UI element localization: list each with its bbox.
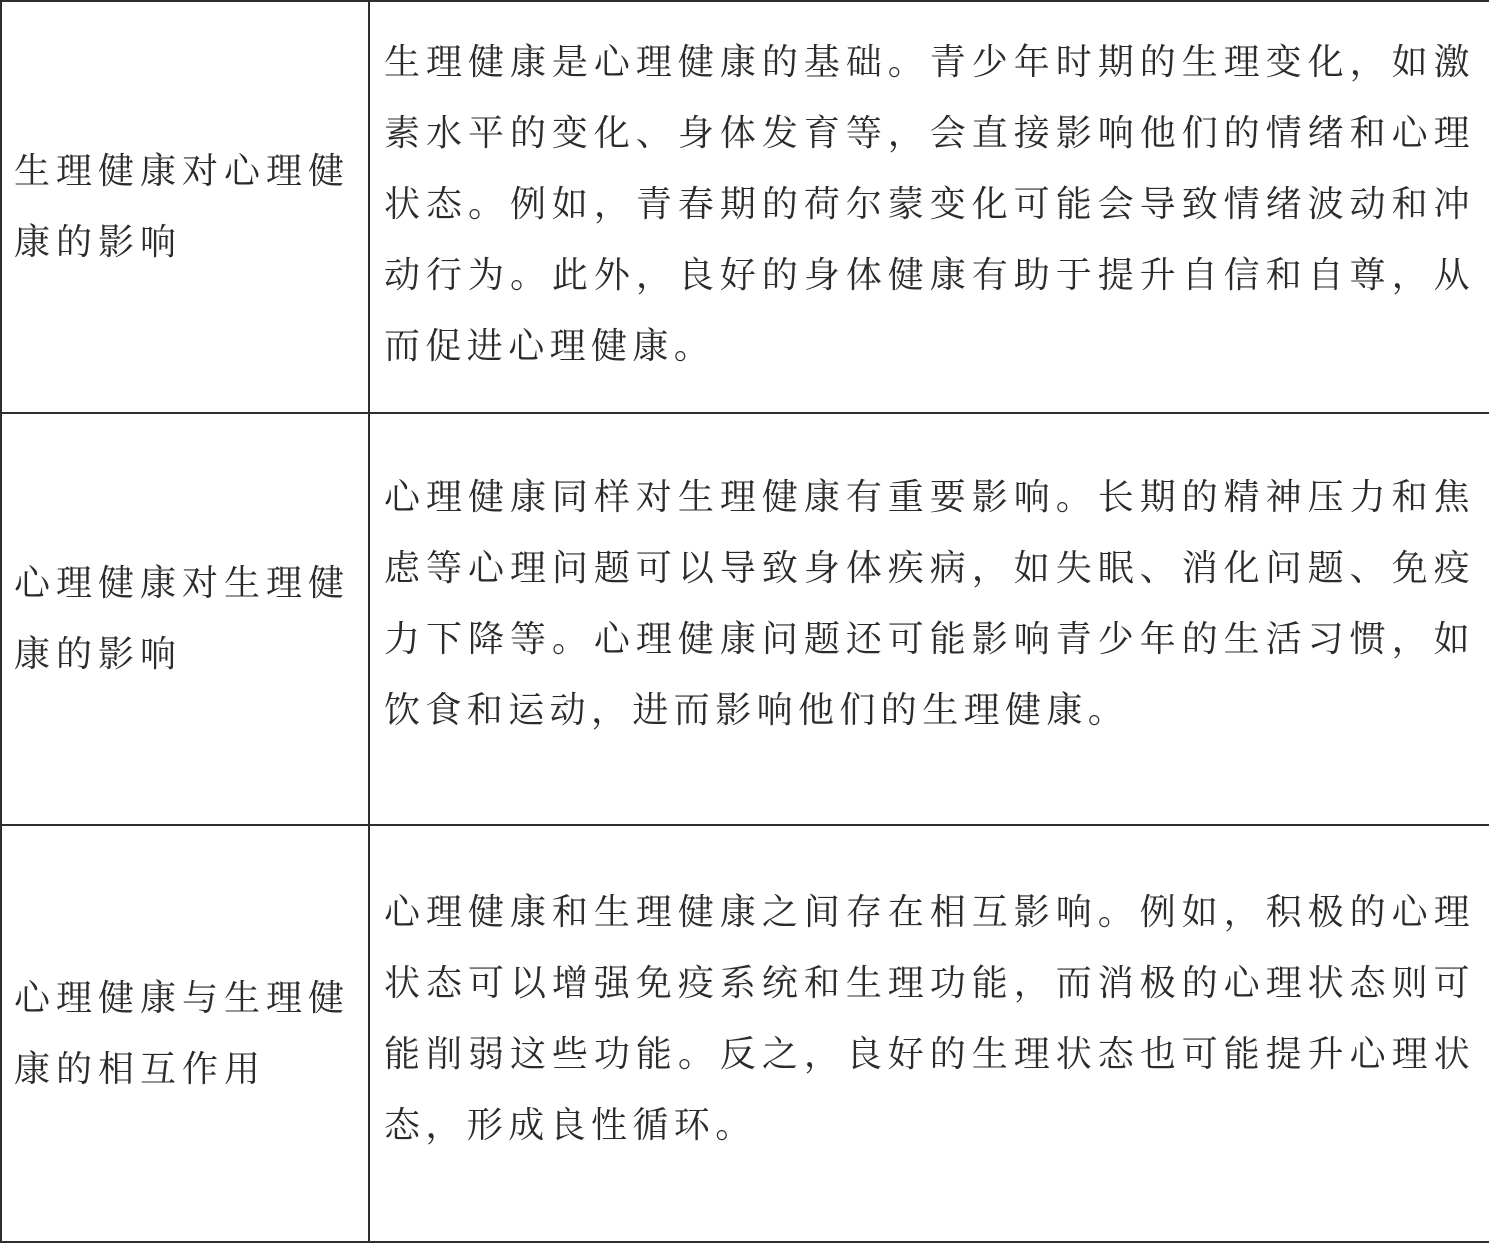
row-label-cell xyxy=(1,1,369,413)
row-label: 心理健康与生理健康的相互作用 xyxy=(14,977,351,1090)
table-row xyxy=(1,825,1489,1242)
table-row xyxy=(1,413,1489,825)
row-content: 心理健康同样对生理健康有重要影响。长期的精神压力和焦虑等心理问题可以导致身体疾病，如失眠、消化问题、免疫力下降等。心理健康问题还可能影响青少年的生活习惯，如饮食和运动，进而影响他们的生理健康。 xyxy=(384,477,1475,731)
table-row xyxy=(1,1,1489,413)
row-content-cell xyxy=(369,413,1489,825)
row-content-cell xyxy=(369,1,1489,413)
row-content: 生理健康是心理健康的基础。青少年时期的生理变化，如激素水平的变化、身体发育等，会直接影响他们的情绪和心理状态。例如，青春期的荷尔蒙变化可能会导致情绪波动和冲动行为。此外，良好的身体健康有助于提升自信和自尊，从而促进心理健康。 xyxy=(384,41,1475,367)
row-content: 心理健康和生理健康之间存在相互影响。例如，积极的心理状态可以增强免疫系统和生理功能，而消极的心理状态则可能削弱这些功能。反之，良好的生理状态也可能提升心理状态，形成良性循环。 xyxy=(384,891,1475,1146)
row-content-cell xyxy=(369,825,1489,1242)
row-label-cell xyxy=(1,413,369,825)
row-label: 生理健康对心理健康的影响 xyxy=(14,151,351,263)
row-label-cell xyxy=(1,825,369,1242)
row-label: 心理健康对生理健康的影响 xyxy=(14,563,351,675)
